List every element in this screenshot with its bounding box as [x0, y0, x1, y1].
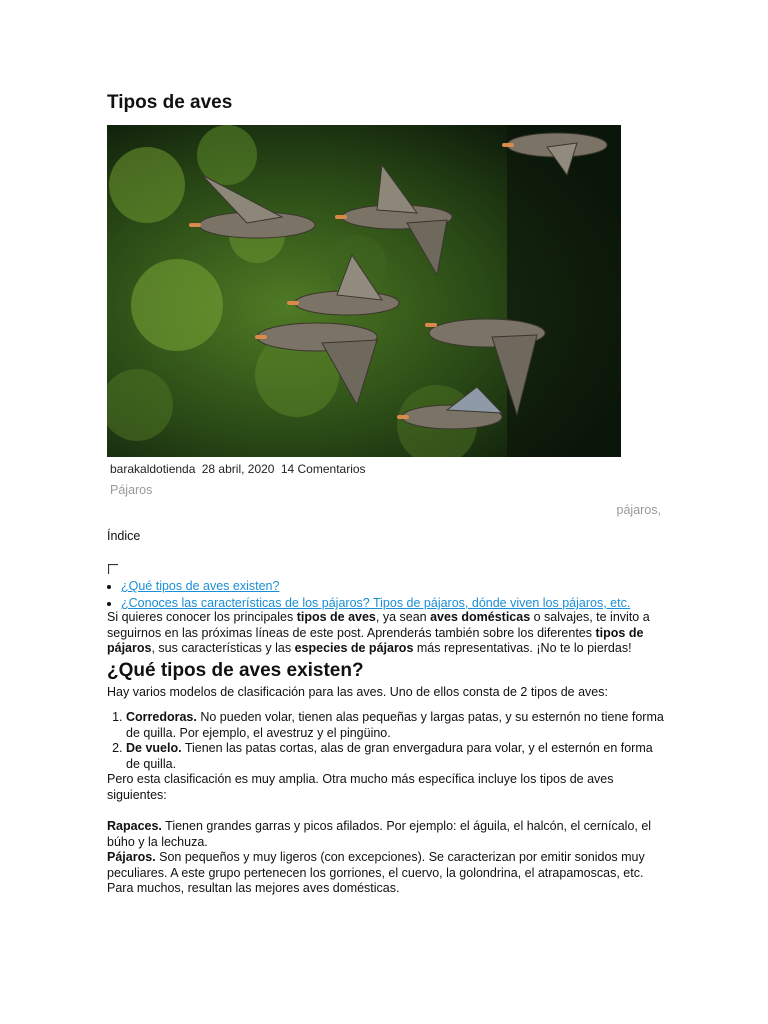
toc-link[interactable]: ¿Conoces las características de los pájaros? Tipos de pájaros, dónde viven los pájaros, etc. — [121, 596, 631, 610]
post-category[interactable]: Pájaros — [110, 483, 153, 497]
list-item — [126, 710, 667, 741]
article-body — [107, 610, 667, 897]
post-tags[interactable]: pájaros, — [616, 503, 661, 517]
post-author[interactable]: barakaldotienda — [110, 462, 196, 476]
intro-text: o salvajes, te invito a seguirnos en las próximas líneas de este post. Aprenderás también sobre los diferentes — [107, 610, 650, 640]
list-term: Corredoras. — [126, 710, 197, 724]
section-heading: ¿Qué tipos de aves existen? — [107, 659, 364, 681]
intro-paragraph — [107, 610, 667, 657]
post-date: 28 abril, 2020 — [201, 462, 275, 476]
collapse-toggle-icon[interactable] — [108, 561, 118, 571]
type-text: Tienen grandes garras y picos afilados. Por ejemplo: el águila, el halcón, el cernícalo, el búho y la lechuza. — [107, 819, 652, 849]
type-paragraph — [107, 819, 667, 850]
geese-photo — [107, 125, 621, 457]
toc-label: Índice — [107, 529, 141, 543]
spacer — [107, 803, 667, 819]
list-item — [126, 741, 667, 772]
intro-bold: tipos de pájaros — [107, 625, 644, 655]
type-term: Rapaces. — [107, 819, 162, 833]
intro-text: , ya sean — [375, 610, 431, 624]
intro-bold: especies de pájaros — [294, 641, 414, 655]
intro-text: más representativas. ¡No te lo pierdas! — [413, 641, 632, 655]
intro-bold: aves domésticas — [430, 610, 531, 624]
post-comments[interactable]: 14 Comentarios — [280, 462, 366, 476]
type-paragraph — [107, 850, 667, 897]
post-meta — [110, 462, 369, 476]
table-of-contents — [103, 578, 630, 612]
list-text: Tienen las patas cortas, alas de gran envergadura para volar, y el esternón en forma de quilla. — [126, 741, 653, 771]
type-term: Pájaros. — [107, 850, 156, 864]
intro-bold: tipos de aves — [296, 610, 376, 624]
toc-item — [121, 578, 630, 595]
intro-text: , sus características y las — [151, 641, 295, 655]
type-text: Son pequeños y muy ligeros (con excepciones). Se caracterizan por emitir sonidos muy peculiares. A este grupo pertenecen los gorriones, el cuervo, la golondrina, el atrapamoscas, etc. Para muchos, resultan las mejores aves domésticas. — [107, 850, 645, 895]
toc-link[interactable]: ¿Qué tipos de aves existen? — [121, 579, 280, 593]
section-lead: Hay varios modelos de clasificación para las aves. Uno de ellos consta de 2 tipos de aves: — [107, 684, 608, 699]
list-text: No pueden volar, tienen alas pequeñas y largas patas, y su esternón no tiene forma de quilla. Por ejemplo, el avestruz y el pingüino. — [126, 710, 664, 740]
article-title: Tipos de aves — [107, 92, 233, 113]
section-after: Pero esta clasificación es muy amplia. Otra mucho más específica incluye los tipos de aves siguientes: — [107, 772, 614, 802]
bird-class-list — [107, 710, 667, 772]
list-term: De vuelo. — [126, 741, 182, 755]
intro-text: Si quieres conocer los principales — [107, 610, 297, 624]
